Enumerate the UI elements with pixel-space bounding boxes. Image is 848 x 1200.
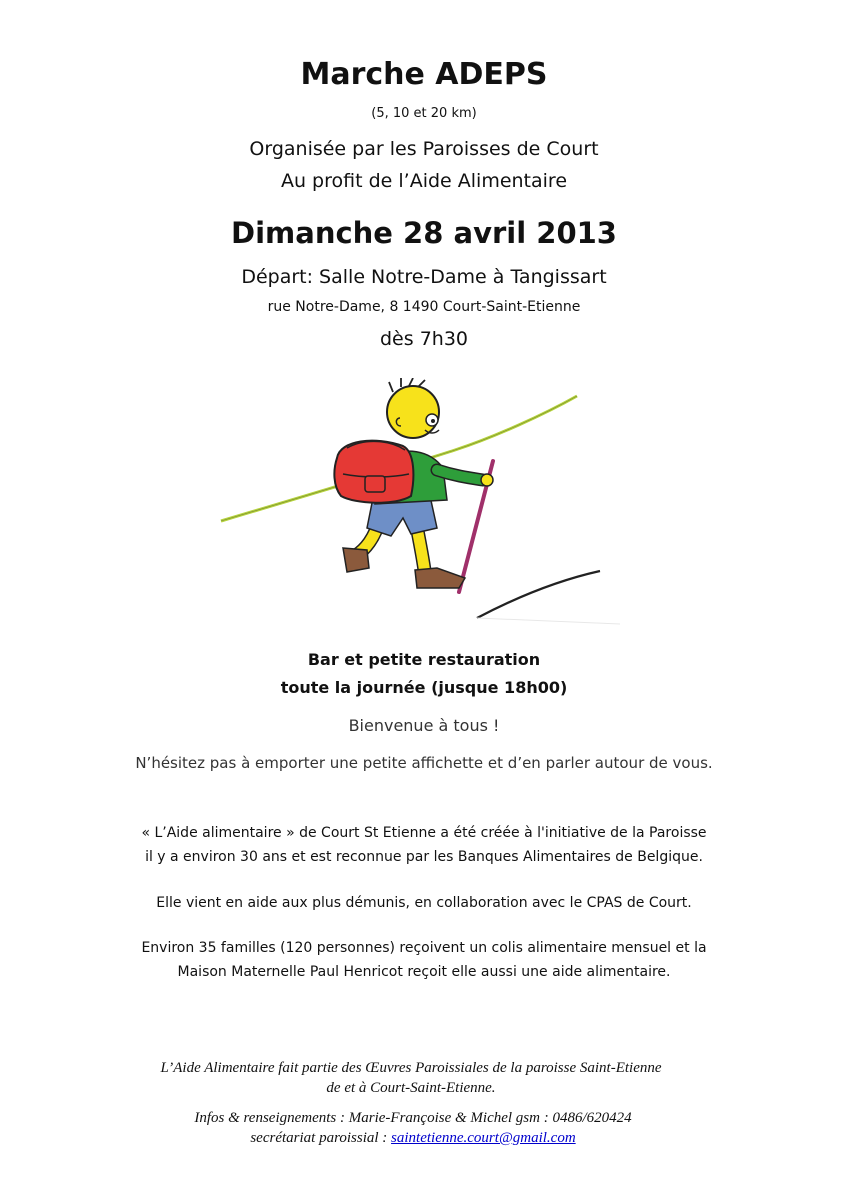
description-paragraph-3-line-2: Maison Maternelle Paul Henricot reçoit elle aussi une aide alimentaire.	[177, 964, 671, 980]
email-link[interactable]: saintetienne.court@gmail.com	[391, 1130, 576, 1146]
description-paragraph-1-line-2: il y a environ 30 ans et est reconnue par les Banques Alimentaires de Belgique.	[145, 849, 703, 865]
welcome-text: Bienvenue à tous !	[348, 716, 500, 735]
description-paragraph-3-line-1: Environ 35 familles (120 personnes) reçoivent un colis alimentaire mensuel et la	[141, 940, 707, 956]
back-shoe	[343, 548, 369, 572]
hand	[481, 474, 493, 486]
front-shoe	[415, 568, 465, 588]
start-time: dès 7h30	[380, 328, 468, 350]
contact-info: Infos & renseignements : Marie-Françoise & Michel gsm : 0486/620424	[194, 1110, 632, 1126]
secretariat-line	[0, 1130, 837, 1147]
departure-address: rue Notre-Dame, 8 1490 Court-Saint-Etienne	[267, 299, 581, 315]
footer-note-line-2: de et à Court-Saint-Etienne.	[326, 1080, 496, 1096]
invite-text: N’hésitez pas à emporter une petite affichette et d’en parler autour de vous.	[135, 754, 713, 772]
secretariat-label: secrétariat paroissial :	[250, 1130, 392, 1146]
departure-location: Départ: Salle Notre-Dame à Tangissart	[241, 266, 607, 288]
beneficiary-line: Au profit de l’Aide Alimentaire	[280, 170, 568, 192]
hiker-with-backpack-illustration	[215, 378, 620, 638]
distances-subtitle: (5, 10 et 20 km)	[371, 106, 477, 121]
description-paragraph-2: Elle vient en aide aux plus démunis, en collaboration avec le CPAS de Court.	[156, 895, 692, 911]
bar-hours-line: toute la journée (jusque 18h00)	[280, 678, 568, 697]
page-title: Marche ADEPS	[300, 57, 548, 92]
bar-line: Bar et petite restauration	[307, 650, 541, 669]
description-paragraph-1-line-1: « L’Aide alimentaire » de Court St Etienne a été créée à l'initiative de la Paroisse	[141, 825, 707, 841]
footer-note-line-1: L’Aide Alimentaire fait partie des Œuvres Paroissiales de la paroisse Saint-Etienne	[160, 1060, 662, 1076]
backpack	[334, 441, 413, 503]
trail-line-lower	[477, 571, 600, 618]
organiser-line: Organisée par les Paroisses de Court	[249, 138, 599, 160]
event-date: Dimanche 28 avril 2013	[231, 216, 617, 250]
hiker-head	[387, 386, 439, 438]
